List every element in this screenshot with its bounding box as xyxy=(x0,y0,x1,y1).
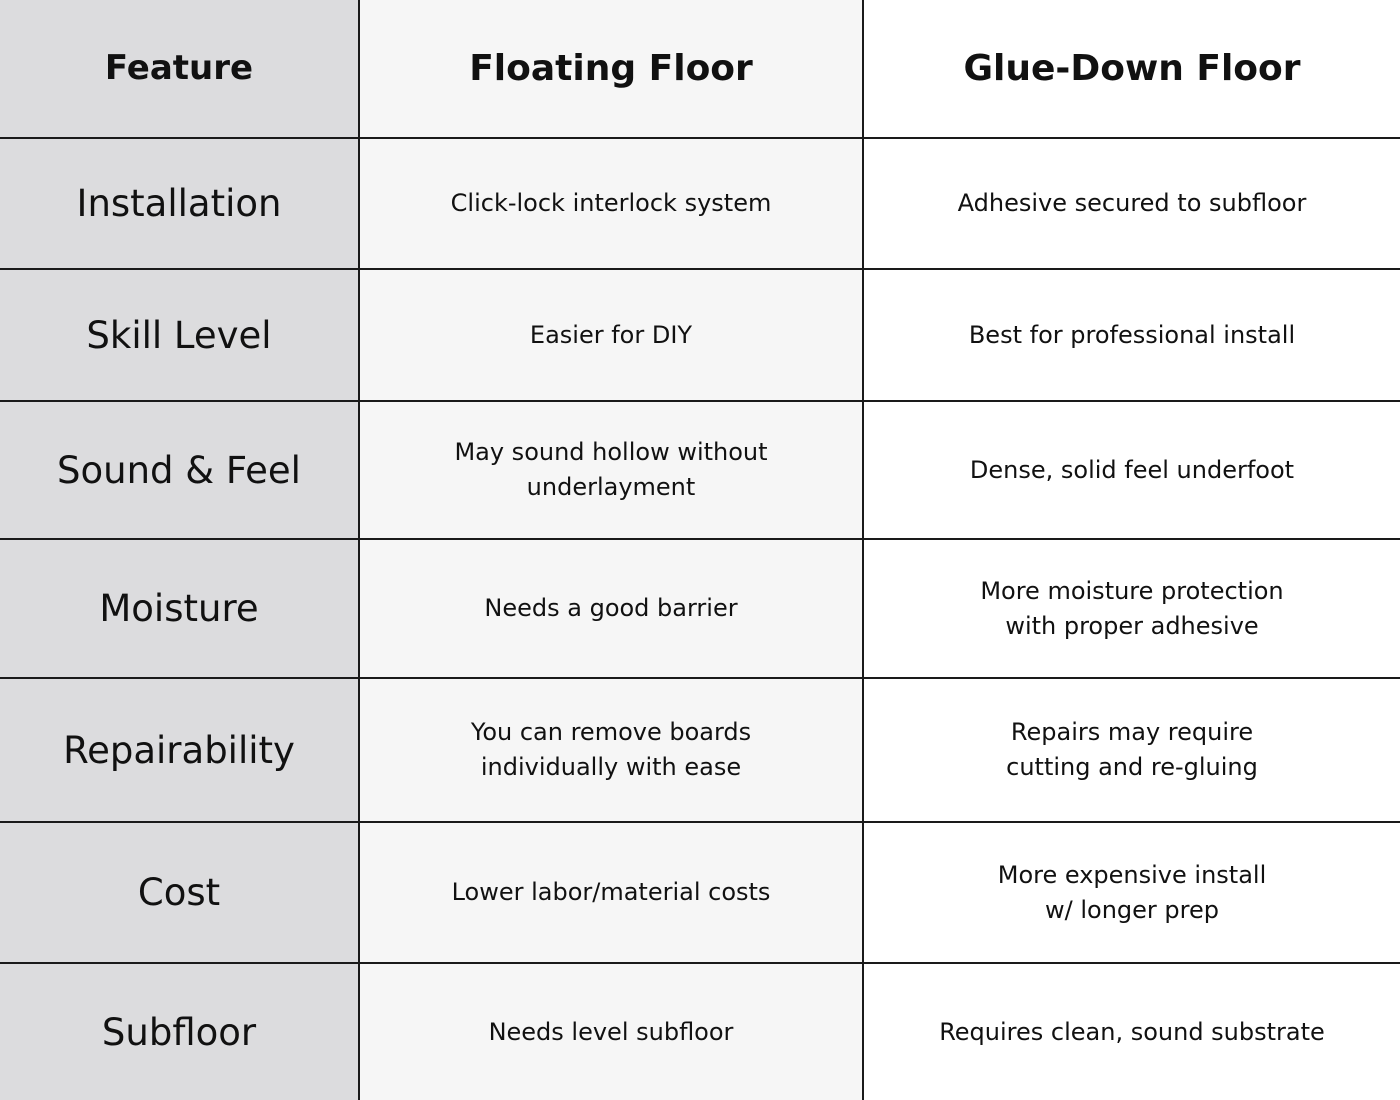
feature-cell: Installation xyxy=(0,139,360,270)
glue-cell: Dense, solid feel underfoot xyxy=(864,402,1400,540)
glue-cell: Requires clean, sound substrate xyxy=(864,964,1400,1100)
header-feature: Feature xyxy=(0,0,360,139)
floating-cell: Needs level subfloor xyxy=(360,964,864,1100)
glue-cell: More moisture protection with proper adhesive xyxy=(864,540,1400,679)
glue-cell: Best for professional install xyxy=(864,270,1400,402)
floating-cell: Needs a good barrier xyxy=(360,540,864,679)
floating-cell: May sound hollow without underlayment xyxy=(360,402,864,540)
glue-cell: Adhesive secured to subfloor xyxy=(864,139,1400,270)
glue-cell: Repairs may require cutting and re-gluing xyxy=(864,679,1400,823)
feature-cell: Sound & Feel xyxy=(0,402,360,540)
floating-cell: Easier for DIY xyxy=(360,270,864,402)
floating-cell: Click-lock interlock system xyxy=(360,139,864,270)
header-floating-floor: Floating Floor xyxy=(360,0,864,139)
feature-cell: Moisture xyxy=(0,540,360,679)
floating-cell: Lower labor/material costs xyxy=(360,823,864,964)
feature-cell: Repairability xyxy=(0,679,360,823)
feature-cell: Skill Level xyxy=(0,270,360,402)
header-glue-down-floor: Glue-Down Floor xyxy=(864,0,1400,139)
floating-cell: You can remove boards individually with ease xyxy=(360,679,864,823)
feature-cell: Subfloor xyxy=(0,964,360,1100)
glue-cell: More expensive install w/ longer prep xyxy=(864,823,1400,964)
feature-cell: Cost xyxy=(0,823,360,964)
